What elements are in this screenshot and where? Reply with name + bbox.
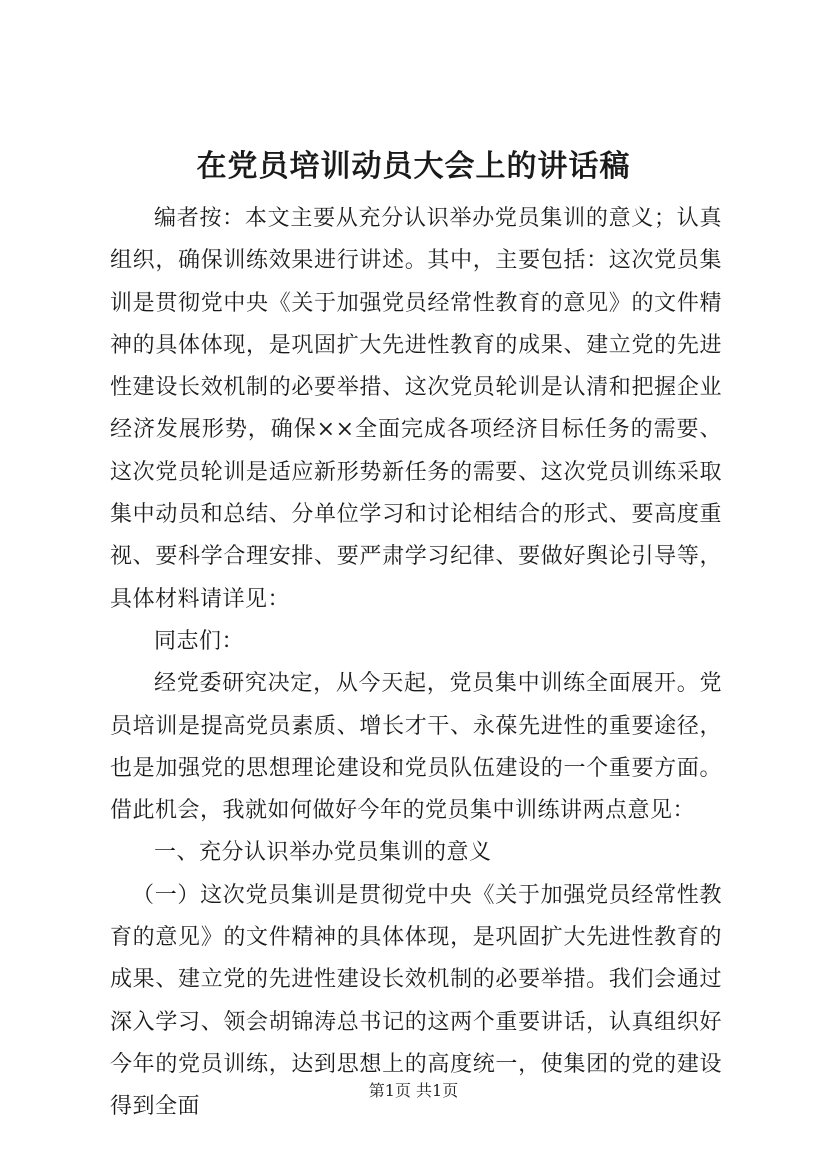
subsection-paragraph-1: （一）这次党员集训是贯彻党中央《关于加强党员经常性教育的意见》的文件精神的具体体现，是巩固扩大先进性教育的成果、建立党的先进性建设长效机制的必要举措。我们会通过深入学习、领会胡锦涛总书记的这两个重要讲话，认真组织好今年的党员训练，达到思想上的高度统一，使集团的党的建设得到全面 <box>110 882 722 1120</box>
editor-note-paragraph: 编者按：本文主要从充分认识举办党员集训的意义；认真组织，确保训练效果进行讲述。其中，主要包括：这次党员集训是贯彻党中央《关于加强党员经常性教育的意见》的文件精神的具体体现，是巩固扩大先进性教育的成果、建立党的先进性建设长效机制的必要举措、这次党员轮训是认清和把握企业经济发展形势，确保××全面完成各项经济目标任务的需要、这次党员轮训是适应新形势新任务的需要、这次党员训练采取集中动员和总结、分单位学习和讨论相结合的形式、要高度重视、要科学合理安排、要严肃学习纪律、要做好舆论引导等，具体材料请详见： <box>110 206 722 612</box>
document-title: 在党员培训动员大会上的讲话稿 <box>196 149 631 184</box>
page-number-footer: 第1页 共1页 <box>368 1081 459 1100</box>
section-heading-1: 一、充分认识举办党员集训的意义 <box>154 840 492 866</box>
salutation-paragraph: 同志们： <box>154 628 245 654</box>
intro-paragraph: 经党委研究决定，从今天起，党员集中训练全面展开。党员培训是提高党员素质、增长才干、永葆先进性的重要途径，也是加强党的思想理论建设和党员队伍建设的一个重要方面。借此机会，我就如何做好今年的党员集中训练讲两点意见： <box>110 671 722 824</box>
document-body <box>110 198 722 1129</box>
